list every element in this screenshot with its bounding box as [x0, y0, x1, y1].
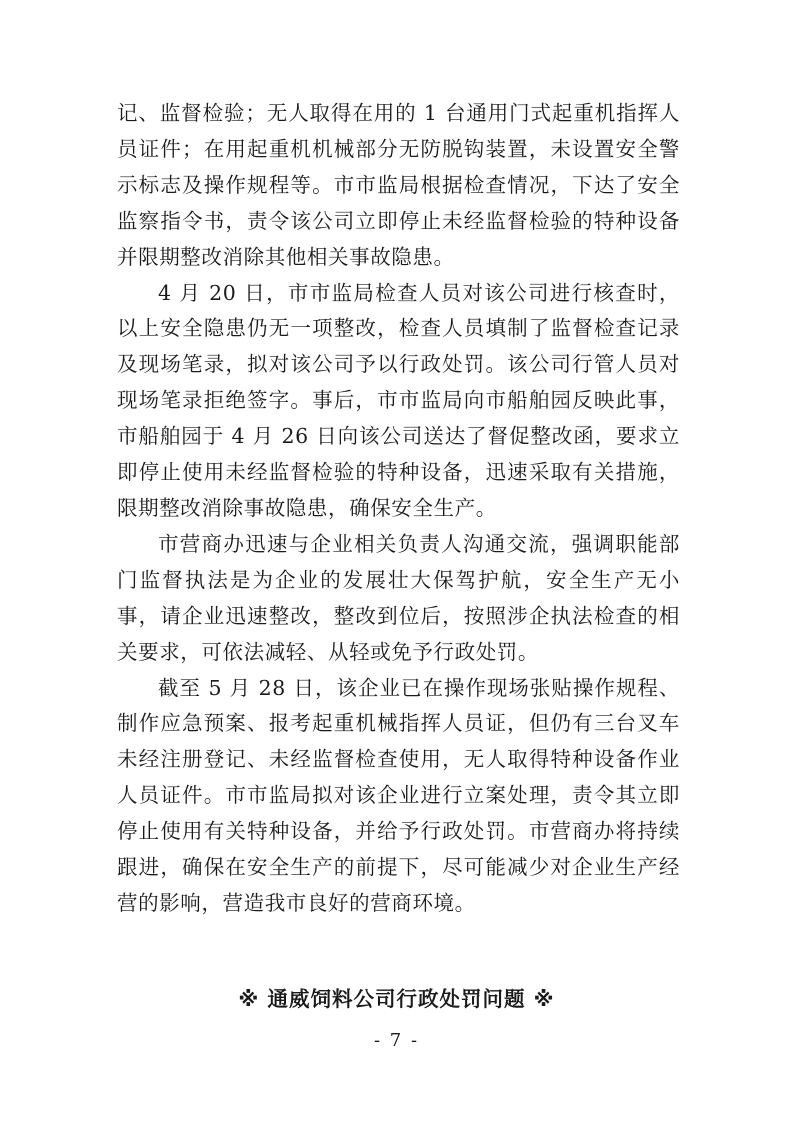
paragraph-2: 4 月 20 日，市市监局检查人员对该公司进行核查时，以上安全隐患仍无一项整改，检查人员填制了监督检查记录及现场笔录，拟对该公司予以行政处罚。该公司行管人员对现场笔录拒绝签字。事后，市市监局向市船舶园反映此事，市船舶园于 4 月 26 日向该公司送达了督促整改函，要求立即停止使用未经监督检验的特种设备，迅速采取有关措施，限期整改消除事故隐患，确保安全生产。	[117, 280, 680, 520]
body-text	[117, 96, 680, 922]
page-number: - 7 -	[373, 1030, 420, 1051]
paragraph-4: 截至 5 月 28 日，该企业已在操作现场张贴操作规程、制作应急预案、报考起重机械指挥人员证，但仍有三台叉车未经注册登记、未经监督检查使用，无人取得特种设备作业人员证件。市市监局拟对该企业进行立案处理，责令其立即停止使用有关特种设备，并给予行政处罚。市营商办将持续跟进，确保在安全生产的前提下，尽可能减少对企业生产经营的影响，营造我市良好的营商环境。	[117, 675, 680, 915]
paragraph-1: 记、监督检验；无人取得在用的 1 台通用门式起重机指挥人员证件；在用起重机机械部分无防脱钩装置，未设置安全警示标志及操作规程等。市市监局根据检查情况，下达了安全监察指令书，责令该公司立即停止未经监督检验的特种设备并限期整改消除其他相关事故隐患。	[117, 101, 680, 269]
section-title: ※ 通威饲料公司行政处罚问题 ※	[238, 987, 555, 1011]
paragraph-3: 市营商办迅速与企业相关负责人沟通交流，强调职能部门监督执法是为企业的发展壮大保驾护航，安全生产无小事，请企业迅速整改，整改到位后，按照涉企执法检查的相关要求，可依法减轻、从轻或免予行政处罚。	[117, 531, 680, 664]
